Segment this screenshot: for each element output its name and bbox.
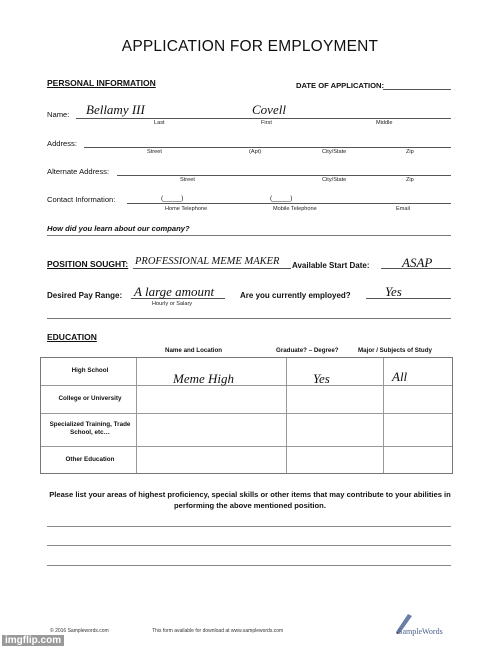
edu-row-high-school: High School: [71, 367, 109, 374]
learn-about-label: How did you learn about our company?: [47, 224, 190, 233]
name-sub-first: First: [261, 120, 272, 126]
contact-field[interactable]: [127, 203, 451, 204]
edu-col-major: Major / Subjects of Study: [358, 347, 432, 354]
pay-range-label: Desired Pay Range:: [47, 291, 123, 300]
hs-name-value: Meme High: [173, 371, 235, 386]
education-table: [40, 357, 453, 474]
proficiency-line-2[interactable]: [47, 545, 451, 546]
alt-address-label: Alternate Address:: [47, 167, 110, 176]
start-date-label: Available Start Date:: [292, 261, 370, 270]
personal-info-heading: PERSONAL INFORMATION: [47, 78, 156, 88]
position-sought-value: PROFESSIONAL MEME MAKER: [135, 256, 280, 267]
footer-copyright: © 2016 Samplewords.com: [50, 628, 109, 634]
position-divider: [47, 318, 451, 319]
contact-label: Contact Information:: [47, 195, 116, 204]
date-of-application-field[interactable]: [383, 89, 451, 90]
hs-graduate-value: Yes: [313, 371, 330, 386]
edu-col-name: Name and Location: [165, 347, 223, 354]
alt-address-field[interactable]: [117, 175, 451, 176]
address-label: Address:: [47, 139, 77, 148]
name-sub-middle: Middle: [376, 120, 393, 126]
contact-sub-mobile: Mobile Telephone: [273, 206, 317, 212]
contact-sub-home: Home Telephone: [165, 206, 208, 212]
edu-vline-2: [286, 358, 287, 473]
position-sought-field[interactable]: [133, 268, 291, 269]
contact-sub-email: Email: [396, 206, 410, 212]
edu-row-college: College or University: [58, 395, 122, 402]
home-phone-blank: (_____): [161, 195, 184, 202]
alt-address-sub-zip: Zip: [406, 177, 414, 183]
employed-value: Yes: [385, 284, 402, 299]
pay-range-sub: Hourly or Salary: [152, 301, 193, 307]
employed-label: Are you currently employed?: [240, 291, 351, 300]
edu-col-graduate: Graduate? – Degree?: [276, 347, 339, 354]
proficiency-line-1[interactable]: [47, 526, 451, 527]
position-sought-label: POSITION SOUGHT:: [47, 259, 129, 269]
name-first-value: Covell: [252, 102, 286, 117]
imgflip-watermark: imgflip.com: [2, 635, 64, 646]
alt-address-sub-city: City/State: [322, 177, 347, 183]
proficiency-line-3[interactable]: [47, 565, 451, 566]
address-sub-apt: (Apt): [249, 149, 262, 155]
form-title: APPLICATION FOR EMPLOYMENT: [121, 38, 379, 55]
learn-about-divider: [47, 235, 451, 236]
name-sub-last: Last: [154, 120, 165, 126]
address-sub-zip: Zip: [406, 149, 414, 155]
edu-row-other: Other Education: [65, 456, 115, 463]
name-label: Name:: [47, 110, 70, 119]
samplewords-logo-text: SampleWords: [398, 627, 443, 636]
education-heading: EDUCATION: [47, 332, 97, 342]
employed-field[interactable]: [366, 298, 451, 299]
name-last-value: Bellamy III: [86, 102, 145, 117]
date-of-application-label: DATE OF APPLICATION:: [296, 81, 385, 90]
edu-hline-3: [41, 446, 452, 447]
name-field[interactable]: [76, 118, 451, 119]
footer-download: This form available for download at www.samplewords.com: [152, 628, 284, 634]
edu-row-specialized: Specialized Training, Trade School, etc…: [49, 421, 131, 436]
start-date-value: ASAP: [402, 255, 433, 270]
address-sub-street: Street: [147, 149, 162, 155]
address-sub-city: City/State: [322, 149, 347, 155]
mobile-phone-blank: (_____): [270, 195, 293, 202]
proficiency-instructions: Please list your areas of highest proficiency, special skills or other items that may contribute to your abilities in performing the above mentioned position.: [49, 490, 451, 510]
edu-vline-3: [383, 358, 384, 473]
address-field[interactable]: [84, 147, 451, 148]
edu-hline-2: [41, 413, 452, 414]
edu-hline-1: [41, 385, 452, 386]
hs-major-value: All: [392, 369, 408, 384]
alt-address-sub-street: Street: [180, 177, 195, 183]
pay-range-value: A large amount: [134, 284, 215, 299]
